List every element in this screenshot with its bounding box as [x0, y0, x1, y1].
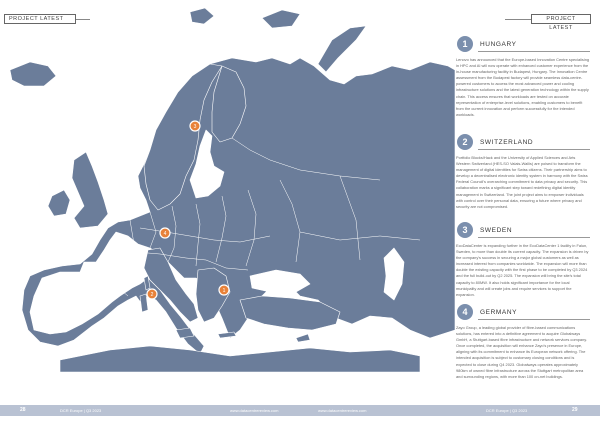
section-rule: [478, 51, 590, 52]
great-britain-shape: [72, 152, 108, 228]
marker-sweden[interactable]: [190, 121, 200, 131]
footer-publication-right: DCR Europe | Q3 2023: [486, 408, 528, 413]
crete-shape: [218, 332, 236, 338]
section-rule: [478, 149, 590, 150]
iceland-shape: [10, 62, 56, 86]
marker-hungary[interactable]: [219, 285, 229, 295]
section-switzerland: [456, 132, 590, 210]
section-tab-left: PROJECT LATEST: [4, 14, 76, 24]
section-text: EcoDataCenter is expanding further in the EcoDataCenter 1 facility in Falun, Sweden, to more than double its current capacity. The expansion is driven by the company's success in securing a major global customers as well as increased interest from companies worldwide. The expansion will more than double the existing capacity with the first phase to be completed by Q3 2024 and the full build-out by Q2 2025. The expansion will bring the site's total capacity to 80MW. It also holds significant importance for the local municipality and will create jobs and require services to support the expansion.: [456, 243, 589, 297]
top-rule-right: [505, 19, 531, 20]
section-sweden: [456, 220, 590, 298]
section-number: 3: [457, 222, 473, 238]
cyprus-shape: [296, 334, 310, 342]
section-rule: [478, 237, 590, 238]
marker-germany[interactable]: [160, 228, 170, 238]
section-country: SWEDEN: [480, 227, 513, 234]
footer-publication-left: DCR Europe | Q3 2023: [60, 408, 102, 413]
page-footer: [0, 405, 600, 416]
page-number-right: 29: [572, 407, 578, 413]
footer-url-right: www.datacentrereview.com: [318, 408, 367, 413]
section-text: Portfolio Blocks/Hack and the University of Applied Sciences and Arts Western Switzerland (HES-SO Valais-Wallis) are poised to transform the management of digital identities for Swiss citizens. Their partnership aims to develop a decentralised electronic identity system in harmony with the Swiss Federal Council's overarching commitment to data privacy and security. This collaboration marks a significant step toward redefining digital identity management in Switzerland. The joint project aims to empower individuals with control over their personal data, ensuring a future where privacy and security are not compromised.: [456, 155, 588, 209]
arctic-islands-shape: [190, 8, 214, 24]
sicily-shape: [176, 328, 194, 338]
marker-label: 2: [150, 292, 154, 298]
arctic-islands-shape-2: [262, 10, 300, 28]
marker-label: 1: [222, 288, 226, 294]
section-tab-right: PROJECT LATEST: [531, 14, 591, 24]
section-text: Lenovo has announced that the Europe-based Innovation Centre specialising in HPC and AI will now operate with enhanced customer experience from the in-house manufacturing facility in Budapest, Hungary. The Innovation Centre assessment from the Budapest factory will provide seamless data-centre-powered customers to access the most advanced power and cooling infrastructure solutions and the latest generation technology within the supply chain. This access ensures that workloads are tested on accurate representation of enterprise-level solutions, enabling customers to benefit from the current innovation and perform successfully for the intended workloads.: [456, 57, 590, 117]
section-text: Zayo Group, a leading global provider of fibre-based communications solutions, has entered into a definitive agreement to acquire Globalways GmbH, a Stuttgart-based fibre infrastructure and network services company. Once completed, the acquisition will enhance Zayo's presence in Europe, aligning with its commitment to enhance its European network offering. The intended acquisition is subject to customary closing conditions and is expected to close during Q4 2023. Globalways operates approximately 980km of owned fibre infrastructure across the Stuttgart metropolitan area and surrounding regions, with more than 100 on-net buildings.: [456, 325, 587, 379]
section-number: 2: [457, 134, 473, 150]
novaya-zemlya-shape: [318, 26, 366, 72]
marker-label: 3: [193, 124, 197, 130]
section-country: GERMANY: [480, 309, 518, 316]
marker-label: 4: [163, 231, 167, 237]
ireland-shape: [48, 190, 70, 216]
section-germany: [456, 302, 590, 380]
page-number-left: 28: [20, 407, 26, 413]
section-number: 1: [457, 36, 473, 52]
footer-url-left: www.datacentrereview.com: [230, 408, 279, 413]
section-country: SWITZERLAND: [480, 139, 534, 146]
section-hungary: [456, 34, 590, 118]
section-rule: [478, 319, 590, 320]
section-number: 4: [457, 304, 473, 320]
marker-switzerland[interactable]: [147, 289, 157, 299]
section-country: HUNGARY: [480, 41, 517, 48]
north-africa-shape: [60, 346, 420, 372]
